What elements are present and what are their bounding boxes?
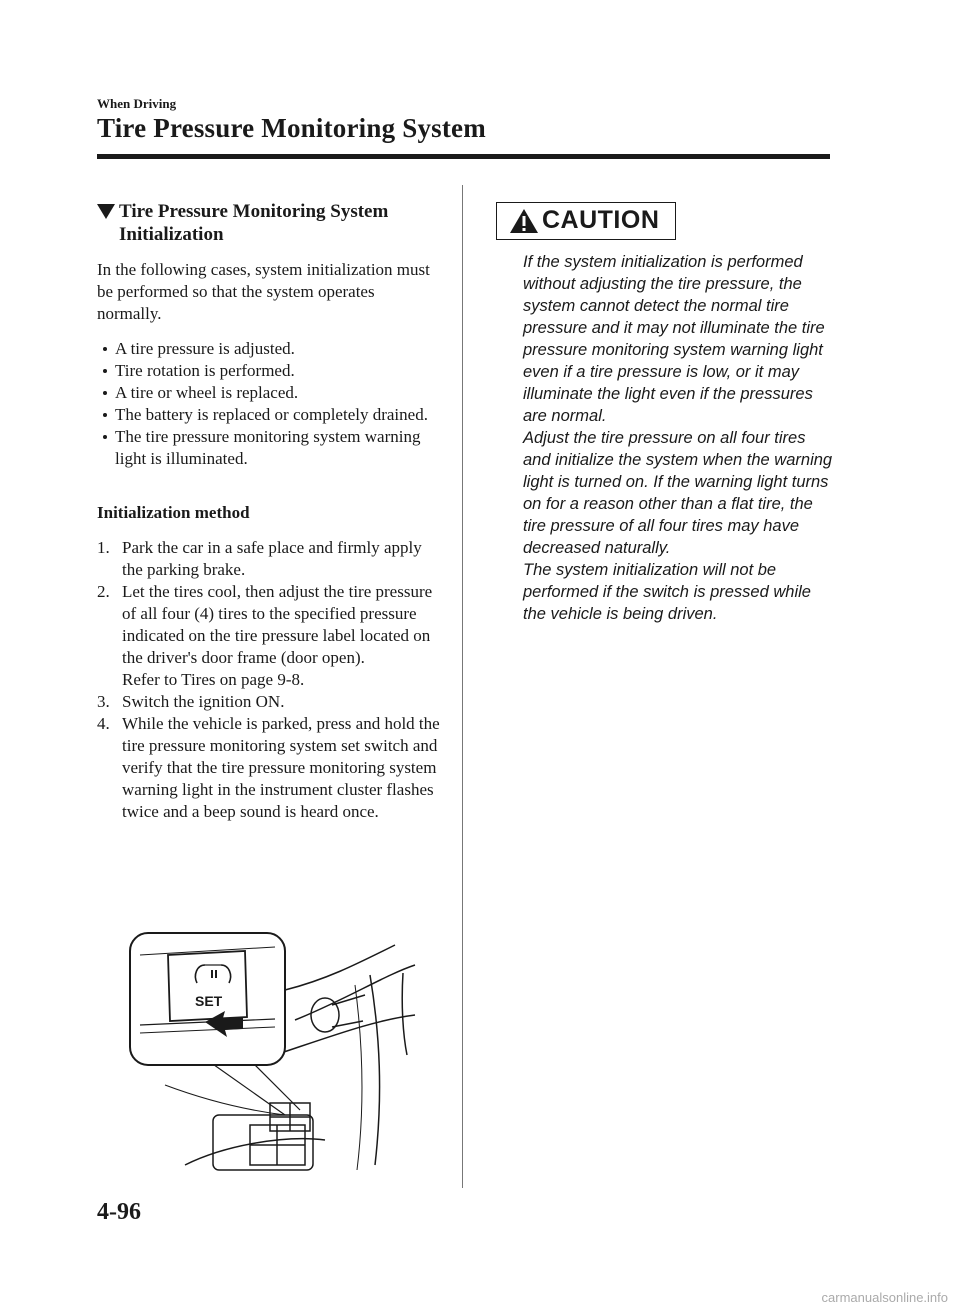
section-heading: [97, 200, 442, 246]
set-switch-label: SET: [195, 993, 223, 1009]
step-item: 1. Park the car in a safe place and firmly apply the parking brake.: [97, 538, 422, 579]
bullet-icon: [103, 435, 107, 439]
step-item: 3. Switch the ignition ON.: [97, 692, 285, 711]
steps-list: [97, 537, 442, 823]
section-heading-line2: Initialization: [119, 224, 224, 245]
step-item: 4. While the vehicle is parked, press and hold the tire pressure monitoring system set switch and verify that the tire pressure monitoring system warning light in the instrument cluster flashes twice and a beep sound is heard once.: [97, 714, 440, 821]
section-label: When Driving: [97, 96, 177, 111]
step-item: 2. Let the tires cool, then adjust the tire pressure of all four (4) tires to the specified pressure indicated on the tire pressure label located on the driver's door frame (door open). Refer to Tires on page 9-8.: [97, 582, 433, 689]
bullet-icon: [103, 369, 107, 373]
watermark: carmanualsonline.info: [821, 1290, 948, 1305]
title-rule: [97, 154, 830, 159]
bullet-icon: [103, 347, 107, 351]
method-heading: Initialization method: [97, 503, 250, 522]
list-item: The tire pressure monitoring system warning light is illuminated.: [97, 426, 442, 470]
intro-paragraph: In the following cases, system initialization must be performed so that the system operates normally.: [97, 260, 430, 323]
caution-paragraph: The system initialization will not be performed if the switch is pressed while the vehicle is being driven.: [523, 561, 811, 623]
caution-box: [496, 202, 676, 240]
bullet-icon: [103, 413, 107, 417]
caution-text: [523, 251, 835, 625]
caution-paragraph: If the system initialization is performed without adjusting the tire pressure, the system cannot detect the normal tire pressure and it may not illuminate the tire pressure monitoring system warning light even if a tire pressure is low, or it may illuminate the light even if the pressures are normal.: [523, 253, 825, 425]
list-item: The battery is replaced or completely drained.: [97, 404, 442, 426]
left-column: [97, 200, 442, 823]
list-item: Tire rotation is performed.: [97, 360, 442, 382]
bullet-icon: [103, 391, 107, 395]
section-heading-line1: Tire Pressure Monitoring System: [119, 201, 389, 222]
caution-paragraph: Adjust the tire pressure on all four tires and initialize the system when the warning light is turned on. If the warning light turns on for a reason other than a flat tire, the tire pressure of all four tires may have decreased naturally.: [523, 429, 833, 557]
caution-label: CAUTION: [542, 206, 660, 234]
page-number: 4-96: [97, 1199, 141, 1225]
conditions-list: [97, 338, 442, 470]
list-item: A tire or wheel is replaced.: [97, 382, 442, 404]
page-title: Tire Pressure Monitoring System: [97, 113, 486, 143]
list-item: A tire pressure is adjusted.: [97, 338, 442, 360]
column-divider: [462, 185, 463, 1188]
warning-triangle-icon: [509, 208, 539, 234]
triangle-marker-icon: [97, 204, 115, 219]
tpms-switch-illustration: [125, 925, 420, 1180]
